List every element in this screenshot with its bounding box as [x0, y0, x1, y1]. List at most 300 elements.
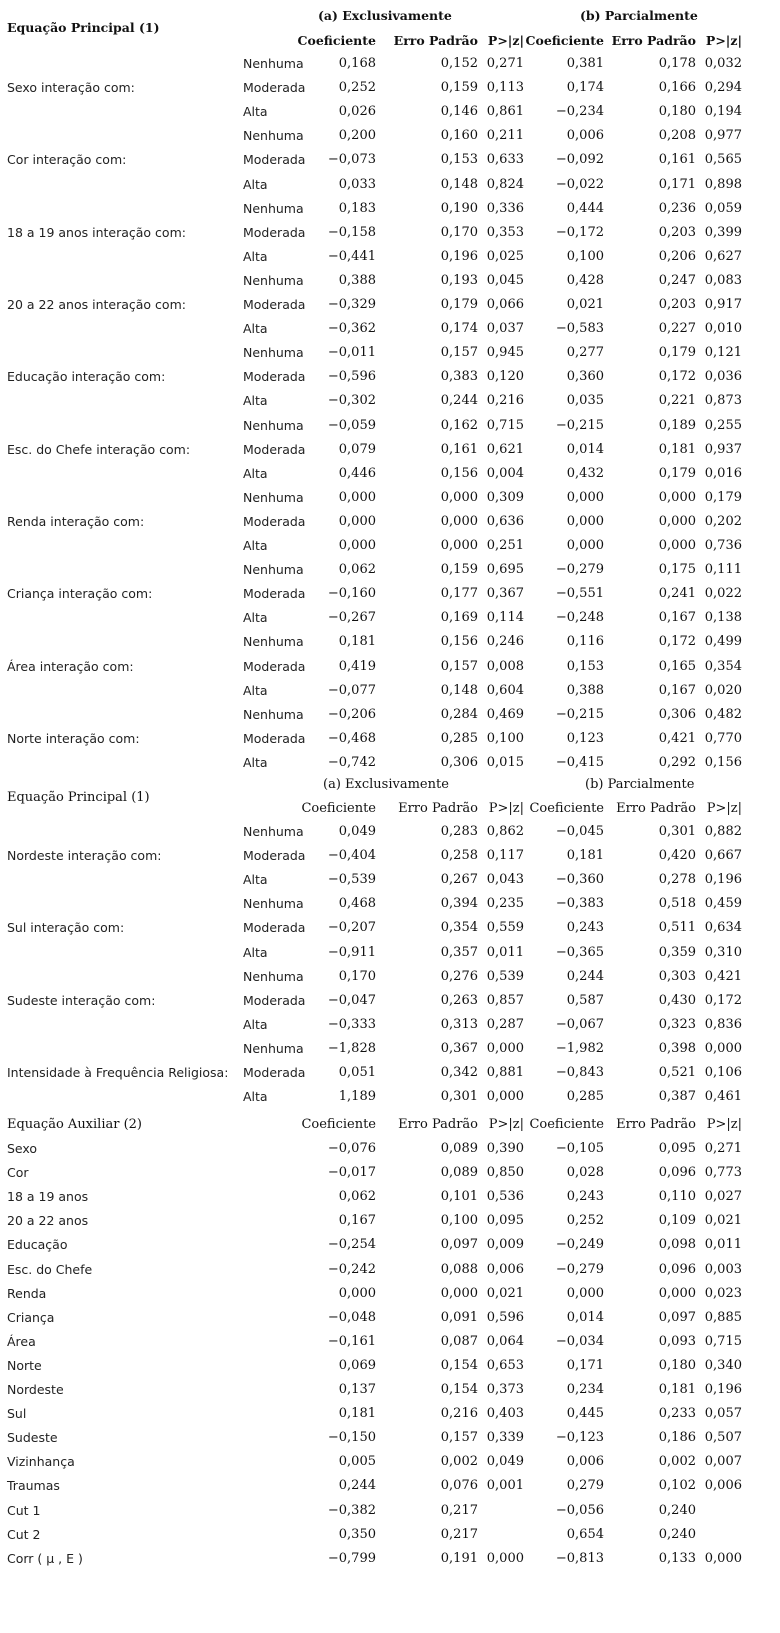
cell-p-a: 0,559 — [486, 920, 524, 936]
cell-coef-a: −0,441 — [327, 248, 376, 264]
cell-coef-a: 0,468 — [338, 896, 376, 912]
cell-erro-a: 0,313 — [440, 1016, 478, 1032]
row-level: Nenhuma — [243, 56, 304, 71]
cell-coef-a: 0,168 — [338, 56, 376, 71]
cell-coef-b: 0,021 — [566, 297, 604, 312]
cell-erro-b: 0,221 — [658, 393, 696, 409]
cell-coef-b: −0,034 — [555, 1333, 604, 1349]
cell-p-b: 0,294 — [704, 80, 742, 96]
cell-erro-b: 0,306 — [658, 706, 696, 722]
row-level: Nenhuma — [243, 345, 304, 361]
cell-p-b: 0,194 — [704, 104, 742, 120]
cell-coef-a: −0,742 — [327, 754, 376, 770]
table-row — [0, 820, 780, 844]
cell-coef-b: −0,279 — [555, 562, 604, 578]
cell-erro-a: 0,394 — [440, 896, 478, 912]
cell-p-a: 0,114 — [486, 610, 524, 626]
cell-p-b: 0,399 — [704, 224, 742, 240]
row-label: Renda interação com: — [7, 513, 145, 529]
table-row — [0, 1547, 780, 1571]
row-level: Nenhuma — [243, 706, 304, 722]
cell-coef-b: 0,006 — [566, 128, 604, 144]
row-label: Educação — [7, 1237, 68, 1253]
cell-p-a: 0,367 — [486, 586, 524, 602]
table-row — [0, 1523, 780, 1547]
cell-erro-b: 0,236 — [658, 200, 696, 216]
cell-coef-b: −0,215 — [555, 706, 604, 722]
cell-erro-a: 0,157 — [440, 345, 478, 361]
cell-p-a: 0,000 — [486, 1089, 524, 1105]
row-level: Moderada — [243, 730, 306, 746]
row-label: Intensidade à Frequência Religiosa: — [7, 1065, 229, 1080]
row-level: Moderada — [243, 297, 306, 312]
cell-p-b: 0,023 — [704, 1285, 742, 1301]
cell-coef-b: 0,445 — [566, 1406, 604, 1422]
cell-erro-b: 0,301 — [658, 824, 696, 839]
table-row — [0, 941, 780, 965]
cell-p-b: 0,000 — [704, 1040, 742, 1056]
cell-erro-b: 0,166 — [658, 80, 696, 96]
cell-p-b: 0,196 — [704, 1382, 742, 1397]
cell-coef-a: −0,077 — [327, 682, 376, 698]
row-label: Cut 1 — [7, 1502, 41, 1518]
cell-p-b: 0,917 — [704, 297, 742, 312]
cell-coef-b: 0,014 — [566, 441, 604, 457]
cell-p-a: 0,216 — [486, 393, 524, 409]
cell-p-b: 0,937 — [704, 441, 742, 457]
table-row — [0, 679, 780, 703]
header1-group-a: (a) Exclusivamente — [318, 8, 452, 23]
cell-erro-b: 0,208 — [658, 128, 696, 144]
header2-title: Equação Principal (1) — [7, 790, 150, 805]
cell-coef-a: 1,189 — [338, 1089, 376, 1105]
cell-coef-b: −0,172 — [555, 224, 604, 240]
cell-coef-b: 0,654 — [566, 1526, 604, 1542]
row-level: Nenhuma — [243, 128, 304, 144]
row-level: Moderada — [243, 369, 306, 385]
cell-coef-b: 0,428 — [566, 272, 604, 288]
cell-p-a: 0,011 — [486, 944, 524, 960]
cell-erro-b: 0,227 — [658, 321, 696, 337]
cell-p-b: 0,340 — [704, 1357, 742, 1373]
cell-coef-a: −0,539 — [327, 872, 376, 888]
cell-coef-a: −0,404 — [327, 848, 376, 864]
cell-coef-a: 0,350 — [338, 1526, 376, 1542]
cell-p-b: 0,059 — [704, 200, 742, 216]
cell-erro-b: 0,278 — [658, 872, 696, 888]
row-label: Norte interação com: — [7, 730, 140, 746]
cell-p-a: 0,001 — [486, 1478, 524, 1494]
cell-coef-b: 0,432 — [566, 465, 604, 481]
cell-p-b: 0,111 — [704, 562, 742, 578]
cell-p-a: 0,339 — [486, 1430, 524, 1446]
row-level: Moderada — [243, 513, 306, 529]
cell-p-b: 0,202 — [704, 513, 742, 529]
cell-erro-b: 0,165 — [658, 658, 696, 674]
cell-coef-b: −0,056 — [555, 1502, 604, 1518]
cell-erro-b: 0,303 — [658, 968, 696, 984]
cell-coef-b: −0,234 — [555, 104, 604, 120]
cell-coef-a: 0,079 — [338, 441, 376, 457]
row-level: Moderada — [243, 992, 306, 1008]
table-row — [0, 1330, 780, 1354]
table-row — [0, 173, 780, 197]
cell-coef-b: 0,388 — [566, 682, 604, 698]
table-row — [0, 124, 780, 148]
table-row — [0, 655, 780, 679]
cell-p-b: 0,179 — [704, 489, 742, 505]
cell-erro-a: 0,159 — [440, 80, 478, 96]
cell-coef-a: −0,302 — [327, 393, 376, 409]
cell-erro-a: 0,089 — [440, 1141, 478, 1156]
cell-p-a: 0,636 — [486, 513, 524, 529]
row-level: Moderada — [243, 658, 306, 674]
cell-coef-a: −0,017 — [327, 1165, 376, 1181]
cell-coef-b: 0,028 — [566, 1165, 604, 1181]
cell-p-a: 0,043 — [486, 872, 524, 888]
cell-erro-b: 0,000 — [658, 489, 696, 505]
cell-erro-b: 0,421 — [658, 730, 696, 746]
cell-erro-a: 0,284 — [440, 706, 478, 722]
cell-coef-b: −0,415 — [555, 754, 604, 770]
cell-coef-b: 0,181 — [566, 848, 604, 864]
cell-p-a: 0,390 — [486, 1141, 524, 1156]
table-row — [0, 1037, 780, 1061]
cell-p-b: 0,021 — [704, 1213, 742, 1229]
row-label: 18 a 19 anos — [7, 1189, 89, 1205]
cell-erro-a: 0,169 — [440, 610, 478, 626]
cell-erro-b: 0,186 — [658, 1430, 696, 1446]
cell-erro-a: 0,357 — [440, 944, 478, 960]
cell-p-b: 0,667 — [704, 848, 742, 864]
cell-p-b: 0,138 — [704, 610, 742, 626]
cell-p-b: 0,121 — [704, 345, 742, 361]
cell-coef-b: −0,360 — [555, 872, 604, 888]
cell-coef-b: 0,252 — [566, 1213, 604, 1229]
cell-p-a: 0,604 — [486, 682, 524, 698]
table-row — [0, 1233, 780, 1257]
cell-erro-b: 0,420 — [658, 848, 696, 864]
row-label: Criança — [7, 1309, 55, 1325]
table-row — [0, 221, 780, 245]
cell-coef-b: −0,092 — [555, 152, 604, 168]
row-level: Nenhuma — [243, 634, 304, 650]
row-label: 18 a 19 anos interação com: — [7, 224, 186, 240]
cell-coef-a: −0,254 — [327, 1237, 376, 1253]
table-row — [0, 341, 780, 365]
table-row — [0, 52, 780, 76]
cell-erro-b: 0,241 — [658, 586, 696, 602]
row-level: Alta — [243, 610, 268, 626]
cell-erro-a: 0,190 — [440, 200, 478, 216]
cell-coef-a: 0,200 — [338, 128, 376, 144]
table-row — [0, 1185, 780, 1209]
cell-p-b: 0,016 — [704, 465, 742, 481]
row-level: Moderada — [243, 441, 306, 457]
header3-col-p-a: P>|z| — [488, 1117, 524, 1132]
cell-erro-a: 0,170 — [440, 224, 478, 240]
row-label: Criança interação com: — [7, 586, 153, 602]
row-label: Vizinhança — [7, 1454, 75, 1470]
cell-coef-b: 0,234 — [566, 1382, 604, 1397]
cell-erro-a: 0,160 — [440, 128, 478, 144]
cell-p-a: 0,066 — [486, 297, 524, 312]
row-level: Nenhuma — [243, 824, 304, 839]
cell-coef-a: 0,181 — [338, 634, 376, 650]
table-row — [0, 1061, 780, 1085]
cell-erro-a: 0,101 — [440, 1189, 478, 1205]
cell-erro-b: 0,109 — [658, 1213, 696, 1229]
table-row — [0, 1013, 780, 1037]
cell-coef-a: −0,207 — [327, 920, 376, 936]
row-level: Moderada — [243, 848, 306, 864]
table-row — [0, 269, 780, 293]
cell-p-a: 0,100 — [486, 730, 524, 746]
cell-erro-b: 0,203 — [658, 224, 696, 240]
cell-p-b: 0,482 — [704, 706, 742, 722]
cell-coef-a: 0,244 — [338, 1478, 376, 1494]
cell-erro-b: 0,002 — [658, 1454, 696, 1470]
cell-coef-a: 0,137 — [338, 1382, 376, 1397]
cell-p-a: 0,009 — [486, 1237, 524, 1253]
cell-p-b: 0,898 — [704, 176, 742, 192]
cell-p-a: 0,857 — [486, 992, 524, 1008]
cell-erro-b: 0,000 — [658, 1285, 696, 1301]
cell-coef-a: −0,150 — [327, 1430, 376, 1446]
cell-p-a: 0,045 — [486, 272, 524, 288]
cell-p-a: 0,006 — [486, 1261, 524, 1277]
cell-coef-a: −0,329 — [327, 297, 376, 312]
table-row — [0, 703, 780, 727]
cell-erro-a: 0,162 — [440, 417, 478, 433]
cell-p-b: 0,106 — [704, 1065, 742, 1080]
row-label: Nordeste interação com: — [7, 848, 162, 864]
cell-p-b: 0,036 — [704, 369, 742, 385]
row-level: Nenhuma — [243, 896, 304, 912]
header3-col-erro-a: Erro Padrão — [398, 1117, 478, 1132]
row-level: Moderada — [243, 1065, 306, 1080]
cell-p-b: 0,020 — [704, 682, 742, 698]
row-label: Sudeste — [7, 1430, 58, 1446]
cell-p-b: 0,736 — [704, 538, 742, 553]
cell-coef-b: −0,383 — [555, 896, 604, 912]
cell-erro-a: 0,000 — [440, 513, 478, 529]
cell-erro-b: 0,161 — [658, 152, 696, 168]
cell-erro-b: 0,247 — [658, 272, 696, 288]
cell-coef-a: −0,059 — [327, 417, 376, 433]
cell-p-a: 0,008 — [486, 658, 524, 674]
cell-p-a: 0,117 — [486, 848, 524, 864]
cell-erro-b: 0,292 — [658, 754, 696, 770]
cell-coef-a: −0,206 — [327, 706, 376, 722]
cell-p-a: 0,251 — [486, 538, 524, 553]
cell-erro-b: 0,096 — [658, 1165, 696, 1181]
cell-p-b: 0,770 — [704, 730, 742, 746]
cell-coef-a: −0,076 — [327, 1141, 376, 1156]
cell-p-a: 0,309 — [486, 489, 524, 505]
cell-erro-a: 0,179 — [440, 297, 478, 312]
cell-erro-a: 0,383 — [440, 369, 478, 385]
cell-erro-b: 0,203 — [658, 297, 696, 312]
cell-coef-b: −0,813 — [555, 1550, 604, 1566]
cell-erro-a: 0,091 — [440, 1309, 478, 1325]
table-row — [0, 1450, 780, 1474]
cell-erro-a: 0,177 — [440, 586, 478, 602]
cell-coef-a: 0,000 — [338, 1285, 376, 1301]
cell-coef-a: 0,183 — [338, 200, 376, 216]
cell-erro-a: 0,089 — [440, 1165, 478, 1181]
cell-erro-b: 0,000 — [658, 513, 696, 529]
cell-erro-a: 0,342 — [440, 1065, 478, 1080]
table-row — [0, 510, 780, 534]
table-row — [0, 1378, 780, 1402]
row-level: Nenhuma — [243, 968, 304, 984]
header2-col-erro-b: Erro Padrão — [616, 801, 696, 816]
row-level: Nenhuma — [243, 417, 304, 433]
table-row — [0, 462, 780, 486]
cell-coef-b: −0,248 — [555, 610, 604, 626]
row-level: Nenhuma — [243, 272, 304, 288]
cell-coef-b: 0,243 — [566, 1189, 604, 1205]
cell-p-a: 0,945 — [486, 345, 524, 361]
row-level: Alta — [243, 1016, 268, 1032]
cell-erro-b: 0,511 — [658, 920, 696, 936]
cell-coef-a: −0,596 — [327, 369, 376, 385]
cell-erro-a: 0,258 — [440, 848, 478, 864]
cell-coef-a: −0,382 — [327, 1502, 376, 1518]
cell-p-b: 0,873 — [704, 393, 742, 409]
table-row — [0, 197, 780, 221]
cell-erro-b: 0,233 — [658, 1406, 696, 1422]
cell-erro-a: 0,161 — [440, 441, 478, 457]
row-level: Moderada — [243, 586, 306, 602]
cell-coef-b: 0,587 — [566, 992, 604, 1008]
header3-row — [0, 1113, 780, 1137]
cell-p-b: 0,156 — [704, 754, 742, 770]
cell-coef-b: 0,153 — [566, 658, 604, 674]
cell-p-a: 0,000 — [486, 1040, 524, 1056]
header1-col-coef-a: Coeficiente — [297, 33, 376, 48]
cell-erro-a: 0,076 — [440, 1478, 478, 1494]
cell-p-b: 0,461 — [704, 1089, 742, 1105]
cell-p-a: 0,211 — [486, 128, 524, 144]
cell-coef-a: 0,181 — [338, 1406, 376, 1422]
header1-group-b: (b) Parcialmente — [580, 8, 698, 23]
cell-erro-b: 0,359 — [658, 944, 696, 960]
cell-p-a: 0,373 — [486, 1382, 524, 1397]
cell-p-a: 0,596 — [486, 1309, 524, 1325]
cell-p-b: 0,885 — [704, 1309, 742, 1325]
cell-p-a: 0,633 — [486, 152, 524, 168]
cell-p-b: 0,715 — [704, 1333, 742, 1349]
cell-erro-a: 0,000 — [440, 538, 478, 553]
table-row — [0, 965, 780, 989]
cell-coef-a: −0,333 — [327, 1016, 376, 1032]
table-row — [0, 606, 780, 630]
cell-erro-b: 0,240 — [658, 1526, 696, 1542]
header3-col-p-b: P>|z| — [706, 1117, 742, 1132]
header2-col-p-a: P>|z| — [488, 801, 524, 816]
cell-p-b: 0,010 — [704, 321, 742, 337]
cell-erro-b: 0,102 — [658, 1478, 696, 1494]
cell-erro-b: 0,206 — [658, 248, 696, 264]
cell-coef-a: 0,000 — [338, 489, 376, 505]
cell-coef-b: −0,067 — [555, 1016, 604, 1032]
cell-p-b: 0,499 — [704, 634, 742, 650]
header1-col-erro-a: Erro Padrão — [393, 33, 478, 48]
cell-coef-b: −0,105 — [555, 1141, 604, 1156]
cell-erro-a: 0,146 — [440, 104, 478, 120]
cell-coef-a: 0,049 — [338, 824, 376, 839]
row-level: Alta — [243, 104, 268, 120]
table-row — [0, 1209, 780, 1233]
cell-coef-a: 0,167 — [338, 1213, 376, 1229]
cell-coef-a: 0,051 — [338, 1065, 376, 1080]
cell-coef-b: 0,100 — [566, 248, 604, 264]
cell-p-b: 0,022 — [704, 586, 742, 602]
cell-coef-b: 0,116 — [566, 634, 604, 650]
cell-erro-a: 0,000 — [440, 489, 478, 505]
cell-erro-a: 0,263 — [440, 992, 478, 1008]
cell-p-b: 0,565 — [704, 152, 742, 168]
cell-coef-a: −0,011 — [327, 345, 376, 361]
cell-coef-b: 0,279 — [566, 1478, 604, 1494]
cell-p-a: 0,353 — [486, 224, 524, 240]
table-row — [0, 414, 780, 438]
cell-erro-a: 0,174 — [440, 321, 478, 337]
cell-p-a: 0,621 — [486, 441, 524, 457]
cell-coef-b: 0,000 — [566, 538, 604, 553]
row-label: 20 a 22 anos — [7, 1213, 89, 1229]
cell-coef-a: −1,828 — [327, 1040, 376, 1056]
cell-erro-a: 0,193 — [440, 272, 478, 288]
cell-p-a: 0,025 — [486, 248, 524, 264]
cell-p-a: 0,653 — [486, 1357, 524, 1373]
cell-coef-a: 0,069 — [338, 1357, 376, 1373]
cell-erro-b: 0,167 — [658, 610, 696, 626]
cell-erro-a: 0,152 — [440, 56, 478, 71]
table-row — [0, 486, 780, 510]
header1-col-erro-b: Erro Padrão — [611, 33, 696, 48]
cell-p-b: 0,011 — [704, 1237, 742, 1253]
cell-coef-a: −0,158 — [327, 224, 376, 240]
cell-p-a: 0,095 — [486, 1213, 524, 1229]
cell-erro-b: 0,097 — [658, 1309, 696, 1325]
cell-p-a: 0,403 — [486, 1406, 524, 1422]
cell-p-a: 0,000 — [486, 1550, 524, 1566]
cell-erro-a: 0,156 — [440, 634, 478, 650]
cell-coef-b: 0,006 — [566, 1454, 604, 1470]
cell-p-b: 0,977 — [704, 128, 742, 144]
cell-coef-a: 0,026 — [338, 104, 376, 120]
table-row — [0, 1306, 780, 1330]
row-level: Nenhuma — [243, 489, 304, 505]
cell-p-a: 0,824 — [486, 176, 524, 192]
cell-erro-b: 0,171 — [658, 176, 696, 192]
row-level: Alta — [243, 1089, 268, 1105]
table-row — [0, 582, 780, 606]
row-label: Área — [7, 1333, 36, 1349]
table-row — [0, 534, 780, 558]
cell-p-b: 0,836 — [704, 1016, 742, 1032]
cell-erro-b: 0,098 — [658, 1237, 696, 1253]
cell-erro-a: 0,148 — [440, 682, 478, 698]
cell-erro-a: 0,285 — [440, 730, 478, 746]
row-level: Nenhuma — [243, 1040, 304, 1056]
header1-col-coef-b: Coeficiente — [525, 33, 604, 48]
cell-erro-a: 0,148 — [440, 176, 478, 192]
cell-erro-a: 0,159 — [440, 562, 478, 578]
